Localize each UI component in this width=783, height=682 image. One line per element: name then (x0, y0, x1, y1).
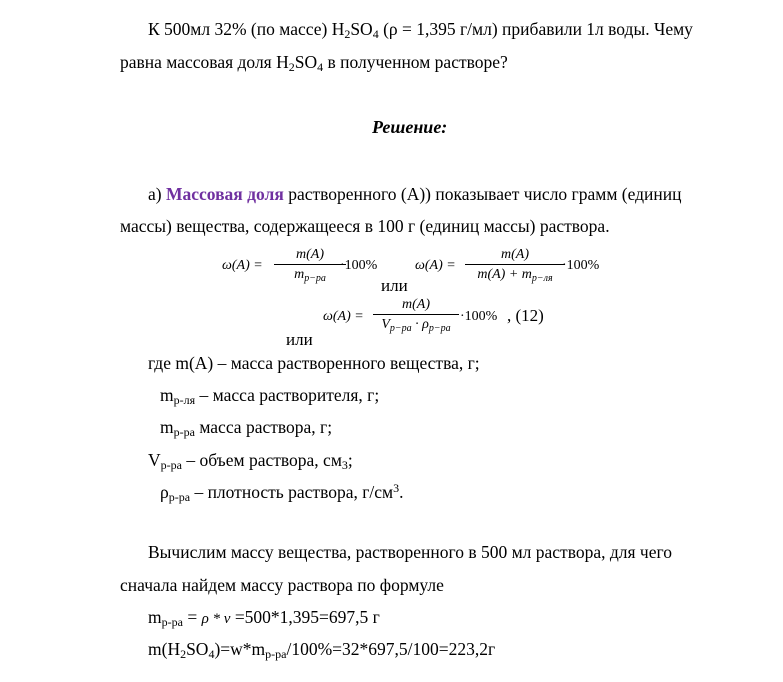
problem-line-1 (148, 18, 730, 40)
legend-line-1: где m(А) – масса растворенного вещества, г; (148, 353, 480, 373)
or-label-1: или (381, 276, 408, 295)
calc-line-1: Вычислим массу вещества, растворенного в 500 мл раствора, для чего (148, 542, 672, 562)
calc-line-3: $m_{р-ра} = \rho * \nu =500*1,395=697,5$ г (148, 607, 380, 629)
problem-text-1: К 500мл 32% (по массе) $H_2SO_4$ (ρ = 1,395 г/мл) прибавили 1л воды. Чему (148, 19, 693, 41)
equation-number: , (12) (507, 306, 544, 325)
or-label-2: или (286, 330, 313, 349)
problem-line-2: равна массовая доля $H_2SO_4$ в полученном растворе? (120, 52, 508, 74)
legend-line-2: $m_{р-ля}$ – масса растворителя, г; (160, 385, 380, 407)
calc-line-2: сначала найдем массу раствора по формуле (120, 575, 444, 595)
formula-1: ω(A) = m(A) $m_{р-ра}$ ·100% (222, 247, 378, 284)
definition-line-1: а) Массовая доля растворенного (А)) показывает число грамм (единиц (148, 184, 682, 204)
legend-line-5: $\rho_{р-ра}$ – плотность раствора, $г/см^3$. (160, 481, 404, 504)
calc-line-4: $m(H_2SO_4)=w*m_{р-ра}/100\%=32*697,5/100=223,2г$ (148, 639, 496, 661)
legend-line-4: $V_{р-ра}$ – объем раствора, $см_3$; (148, 450, 353, 472)
formula-3: ω(A) = m(A) $V_{р-ра} \cdot \rho_{р-ра}$ ·100% , (12) (323, 297, 544, 334)
legend-line-3: $m_{р-ра}$ масса раствора, г; (160, 417, 333, 439)
term-mass-fraction: Массовая доля (165, 184, 284, 204)
definition-line-2: массы) вещества, содержащееся в 100 г (единиц массы) раствора. (120, 216, 610, 236)
solution-heading: Решение: (372, 117, 448, 137)
formula-2: ω(A) = m(A) $m(A) + m_{р-ля}$ ·100% (415, 247, 600, 284)
